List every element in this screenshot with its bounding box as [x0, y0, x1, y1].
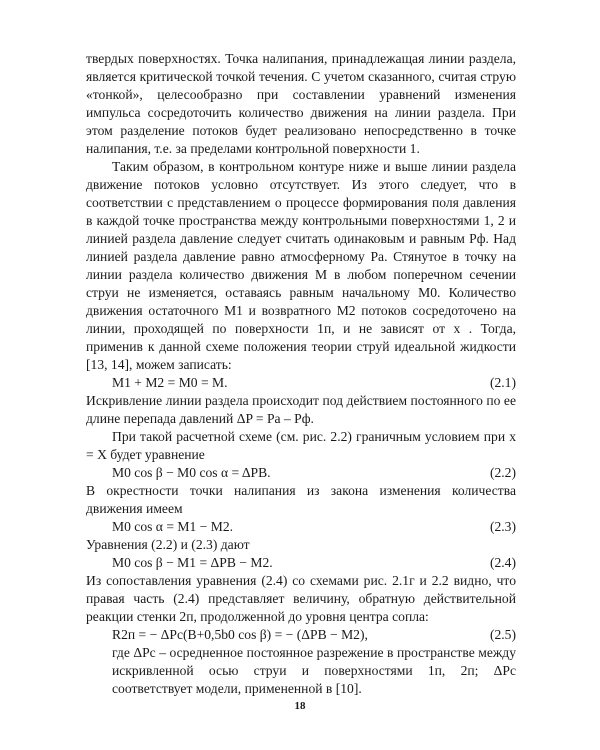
- equation-number: (2.4): [489, 555, 516, 570]
- paragraph-text: При такой расчетной схеме (см. рис. 2.2) граничным условием при x = X будет уравнение: [86, 429, 516, 462]
- paragraph-text: Таким образом, в контрольном контуре ниже и выше линии раздела движение потоков условно отсутствует. Из этого следует, что в соответствии с представлением о процессе формирования поля давления в каждой точке пространства между контрольными поверхностями 1, 2 и линией раздела давление следует считать одинаковым и равным Pф. Над линией раздела давление равно атмосферному Pа. Стянутое в точку на линии раздела количество движения M в любом поперечном сечении струи не изменяется, оставаясь равным начальному M0. Количество движения остаточного M1 и возвратного M2 потоков сосредоточено на линии, проходящей по поверхности 1п, и не зависят от x . Тогда, применив к данной схеме положения теории струй идеальной жидкости [13, 14], можем записать:: [86, 159, 516, 372]
- equation-2-4: [86, 554, 516, 572]
- equation-number: (2.3): [489, 519, 516, 534]
- paragraph-text: Уравнения (2.2) и (2.3) дают: [86, 537, 250, 552]
- equation-2-1: [86, 374, 516, 392]
- equation-formula: M0 cos α = M1 − M2.: [112, 519, 234, 534]
- equation-2-3: [86, 518, 516, 536]
- equation-formula: M1 + M2 = M0 = M.: [112, 375, 228, 390]
- equation-number: (2.1): [489, 375, 516, 390]
- paragraph-text: Из сопоставления уравнения (2.4) со схемами рис. 2.1г и 2.2 видно, что правая часть (2.4) представляет величину, обратную действительной реакции стенки 2п, продолженной до уровня центра сопла:: [86, 573, 516, 624]
- equation-2-5: [86, 626, 516, 644]
- paragraph: [86, 644, 516, 698]
- paragraph: [86, 50, 516, 158]
- equation-formula: M0 cos β − M1 = ΔPB − M2.: [112, 555, 273, 570]
- paragraph: [86, 428, 516, 464]
- paragraph-text: твердых поверхностях. Точка налипания, принадлежащая линии раздела, является критической точкой течения. С учетом сказанного, считая струю «тонкой», целесообразно при составлении уравнений изменения импульса сосредоточить количество движения на линии раздела. При этом разделение потоков будет реализовано непосредственно в точке налипания, т.е. за пределами контрольной поверхности 1.: [86, 51, 516, 156]
- equation-formula: R2п = − ΔPс(B+0,5b0 cos β) = − (ΔPB − M2),: [112, 627, 368, 642]
- paragraph: [86, 158, 516, 374]
- equation-2-2: [86, 464, 516, 482]
- paragraph-text: Искривление линии раздела происходит под действием постоянного по ее длине перепада давлений ΔP = Pа – Pф.: [86, 393, 516, 426]
- paragraph: [86, 572, 516, 626]
- paragraph-text: где ΔPс – осредненное постоянное разрежение в пространстве между искривленной осью струи и поверхностями 1п, 2п; ΔPс соответствует модели, примененной в [10].: [112, 645, 516, 696]
- paragraph: [86, 392, 516, 428]
- equation-number: (2.2): [489, 465, 516, 480]
- paragraph: [86, 536, 516, 554]
- equation-number: (2.5): [489, 627, 516, 642]
- page-number: 18: [294, 700, 306, 712]
- equation-formula: M0 cos β − M0 cos α = ΔPB.: [112, 465, 271, 480]
- page-body: [86, 50, 516, 698]
- paragraph-text: В окрестности точки налипания из закона изменения количества движения имеем: [86, 483, 516, 516]
- paragraph: [86, 482, 516, 518]
